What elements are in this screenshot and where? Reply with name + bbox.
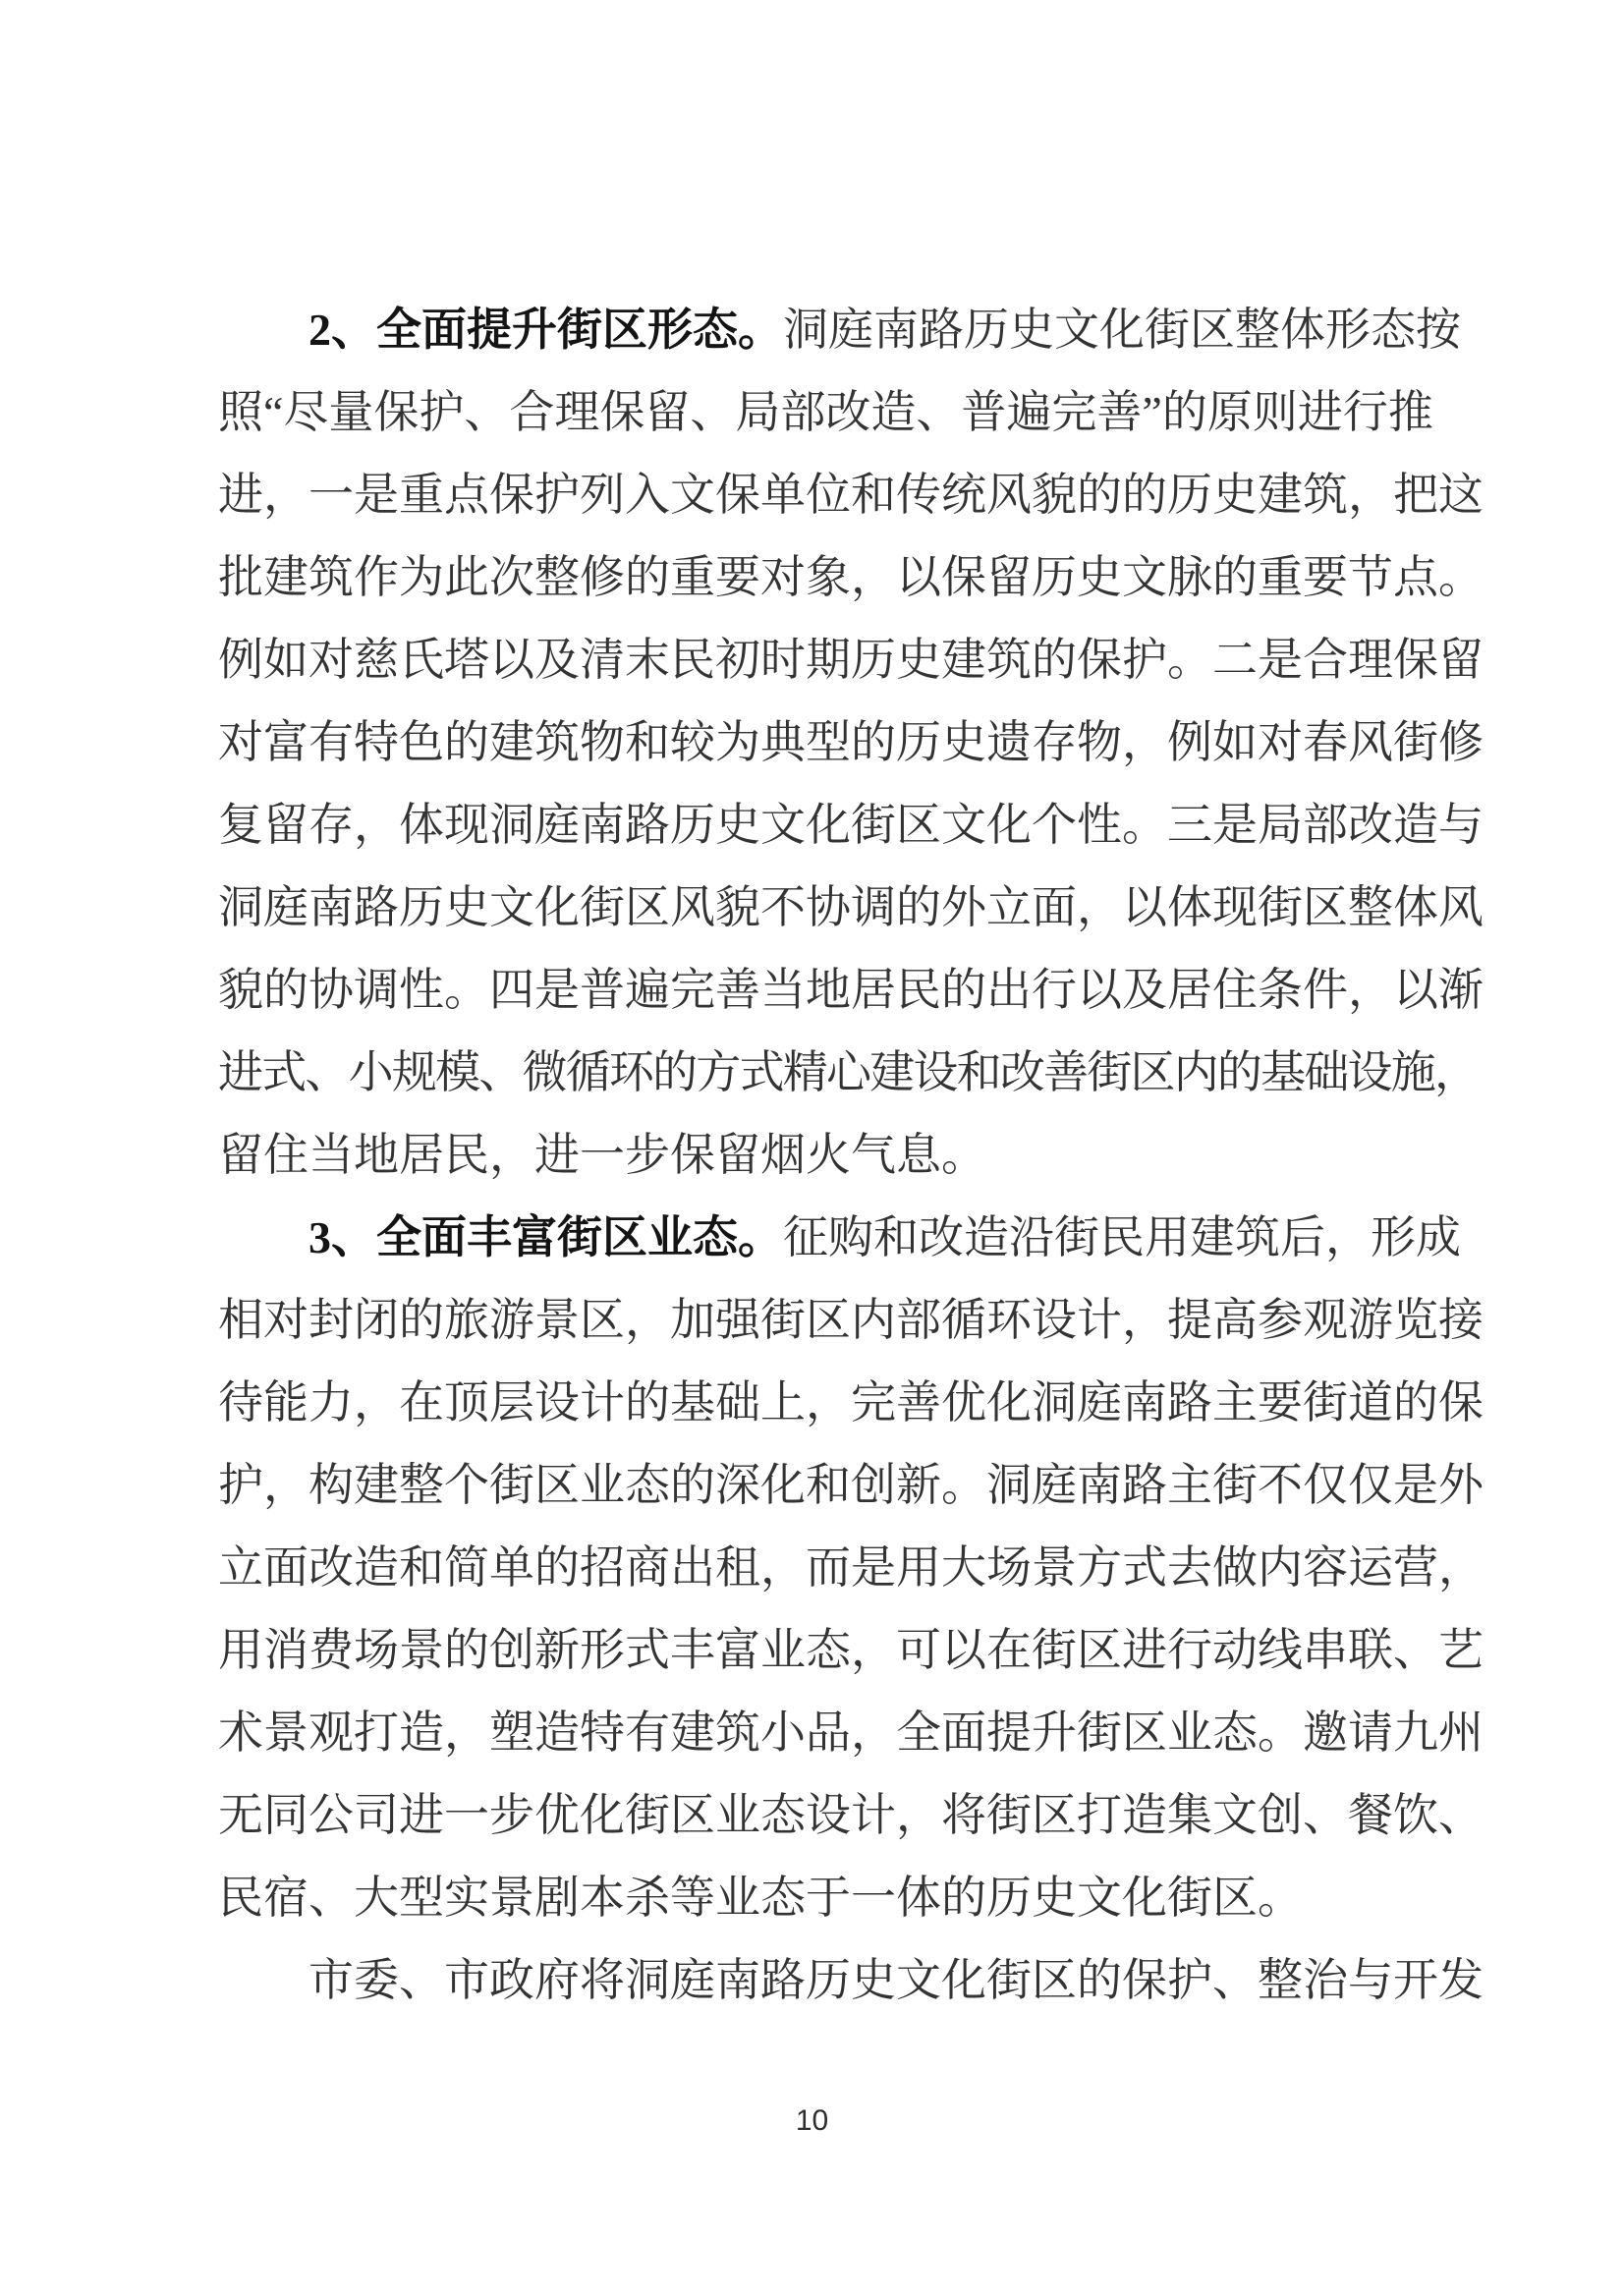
text-line [218,949,1484,1032]
text-line [218,1939,1484,2022]
text-run: 无同公司进一步优化街区业态设计，将街区打造集文创、餐饮、 [218,1790,1484,1840]
text-line [218,536,1484,619]
text-line [218,1279,1484,1362]
text-run: 术景观打造，塑造特有建筑小品，全面提升街区业态。邀请九州 [218,1707,1484,1758]
text-run: 相对封闭的旅游景区，加强街区内部循环设计，提高参观游览接 [218,1295,1484,1345]
text-run: 照“尽量保护、合理保留、局部改造、普遍完善”的原则进行推 [218,387,1433,437]
text-line [218,1527,1484,1609]
text-run: 用消费场景的创新形式丰富业态，可以在街区进行动线串联、艺 [218,1625,1484,1675]
text-line [218,701,1484,784]
text-run: 例如对慈氏塔以及清末民初时期历史建筑的保护。二是合理保留 [218,635,1484,685]
section-heading-run: 2、全面提升街区形态。 [308,305,783,355]
text-run: 留住当地居民，进一步保留烟火气息。 [218,1130,986,1180]
text-line [218,1692,1484,1774]
text-line [218,867,1484,949]
text-line [218,1032,1484,1114]
text-run: 民宿、大型实景剧本杀等业态于一体的历史文化街区。 [218,1873,1303,1923]
text-run: 复留存，体现洞庭南路历史文化街区文化个性。三是局部改造与 [218,800,1484,850]
page-body [218,289,1484,2022]
text-run: 进，一是重点保护列入文保单位和传统风貌的的历史建筑，把这 [218,470,1484,520]
section-heading-run: 3、全面丰富街区业态。 [308,1212,783,1262]
text-run: 待能力，在顶层设计的基础上，完善优化洞庭南路主要街道的保 [218,1377,1484,1427]
text-run: 护，构建整个街区业态的深化和创新。洞庭南路主街不仅仅是外 [218,1460,1484,1510]
text-run: 洞庭南路历史文化街区整体形态按 [783,305,1461,355]
text-run: 进式、小规模、微循环的方式精心建设和改善街区内的基础设施， [218,1047,1479,1097]
text-line [218,619,1484,701]
text-run: 征购和改造沿街民用建筑后，形成 [783,1212,1461,1262]
text-line [218,1114,1484,1197]
text-line [218,784,1484,867]
text-run: 立面改造和简单的招商出租，而是用大场景方式去做内容运营， [218,1542,1484,1593]
text-line [218,1362,1484,1444]
text-run [218,1212,308,1262]
text-line [218,1444,1484,1527]
text-run: 洞庭南路历史文化街区风貌不协调的外立面，以体现街区整体风 [218,882,1484,932]
text-line [218,371,1484,454]
text-run: 批建筑作为此次整修的重要对象，以保留历史文脉的重要节点。 [218,552,1484,602]
text-line [218,1197,1484,1279]
text-run: 貌的协调性。四是普遍完善当地居民的出行以及居住条件，以渐 [218,965,1484,1015]
text-line [218,454,1484,536]
page-number: 10 [795,2104,829,2137]
text-run: 对富有特色的建筑物和较为典型的历史遗存物，例如对春风街修 [218,717,1484,767]
text-line [218,1857,1484,1939]
text-run: 市委、市政府将洞庭南路历史文化街区的保护、整治与开发 [218,1955,1484,2005]
text-line [218,1774,1484,1857]
text-line [218,1609,1484,1692]
text-run [218,305,308,355]
text-line [218,289,1484,371]
